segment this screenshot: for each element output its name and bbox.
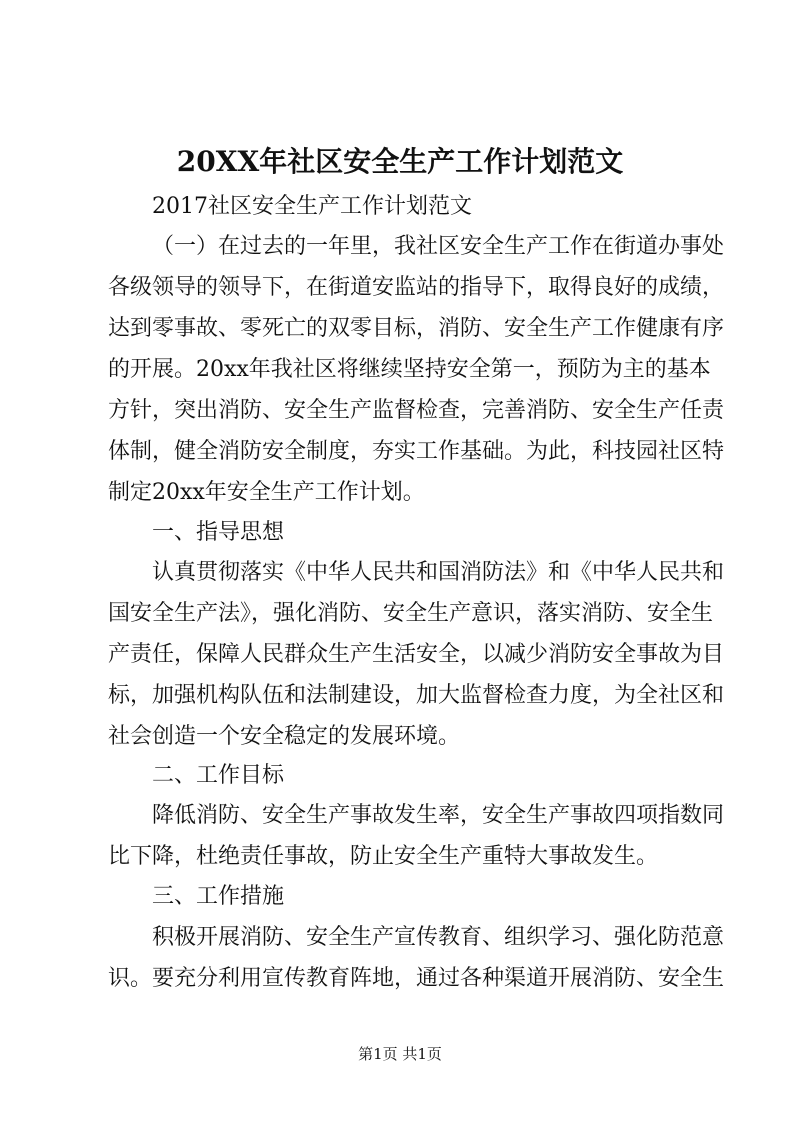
paragraph-line: 制定20xx年安全生产工作计划。	[108, 480, 425, 505]
paragraph-line: 国安全生产法》，强化消防、安全生产意识，落实消防、安全生	[108, 601, 714, 626]
paragraph-line: 识。要充分利用宣传教育阵地，通过各种渠道开展消防、安全生	[108, 966, 725, 991]
paragraph-line: 方针，突出消防、安全生产监督检查，完善消防、安全生产任责	[108, 398, 725, 423]
paragraph-line: 的开展。20xx年我社区将继续坚持安全第一，预防为主的基本	[108, 357, 711, 382]
paragraph-line: 降低消防、安全生产事故发生率，安全生产事故四项指数同	[152, 803, 725, 828]
paragraph-line: 认真贯彻落实《中华人民共和国消防法》和《中华人民共和	[152, 560, 725, 585]
paragraph-line: 社会创造一个安全稳定的发展环境。	[108, 724, 461, 749]
paragraph-line: 产责任，保障人民群众生产生活安全，以减少消防安全事故为目	[108, 642, 725, 667]
document-title: 20XX年社区安全生产工作计划范文	[176, 145, 624, 178]
paragraph-line: 达到零事故、零死亡的双零目标，消防、安全生产工作健康有序	[108, 316, 725, 341]
document-subtitle: 2017社区安全生产工作计划范文	[152, 194, 472, 219]
paragraph-line: （一）在过去的一年里，我社区安全生产工作在街道办事处	[152, 234, 725, 259]
section-heading: 一、指导思想	[152, 520, 285, 545]
section-heading: 三、工作措施	[152, 884, 285, 909]
page-number: 第1页 共1页	[358, 1045, 442, 1063]
paragraph-line: 标，加强机构队伍和法制建设，加大监督检查力度，为全社区和	[108, 683, 725, 708]
paragraph-line: 积极开展消防、安全生产宣传教育、组织学习、强化防范意	[152, 925, 725, 950]
paragraph-line: 比下降，杜绝责任事故，防止安全生产重特大事故发生。	[108, 844, 659, 869]
section-heading: 二、工作目标	[152, 763, 285, 788]
paragraph-line: 体制，健全消防安全制度，夯实工作基础。为此，科技园社区特	[108, 439, 725, 464]
paragraph-line: 各级领导的领导下，在街道安监站的指导下，取得良好的成绩，	[108, 275, 725, 300]
